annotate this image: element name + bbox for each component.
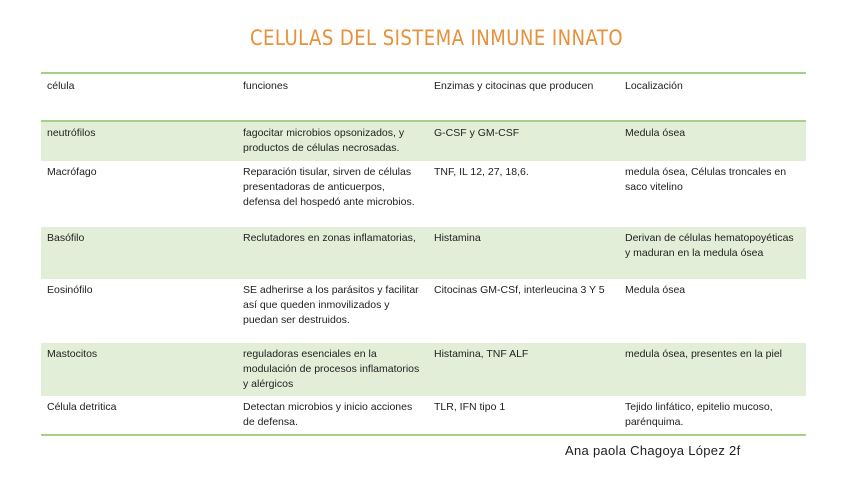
- cell-funciones: Reclutadores en zonas inflamatorias,: [237, 227, 428, 279]
- table-row: [41, 343, 806, 396]
- cell-enzimas: TNF, IL 12, 27, 18,6.: [434, 166, 529, 178]
- table-row: [41, 227, 806, 279]
- cell-enzimas: Histamina, TNF ALF: [428, 343, 619, 396]
- cell-localizacion: Medula ósea: [619, 121, 806, 161]
- cell-funciones: SE adherirse a los parásitos y facilitar así que queden inmovilizados y puedan ser destruidos.: [243, 284, 419, 326]
- cell-localizacion: Medula ósea: [625, 284, 686, 296]
- cell-localizacion: medula ósea, Células troncales en saco vitelino: [625, 166, 787, 193]
- header-enzimas: Enzimas y citocinas que producen: [428, 73, 619, 121]
- cell-celula: Eosinófilo: [47, 284, 93, 296]
- cell-funciones: fagocitar microbios opsonizados, y productos de células necrosadas.: [237, 121, 428, 161]
- cell-celula: Mastocitos: [41, 343, 237, 396]
- cell-funciones: Reparación tisular, sirven de células presentadoras de anticuerpos, defensa del hospedó ante microbios.: [243, 166, 415, 208]
- cell-enzimas: Citocinas GM-CSf, interleucina 3 Y 5: [434, 284, 605, 296]
- cell-celula: neutrófilos: [41, 121, 237, 161]
- cell-enzimas: Histamina: [428, 227, 619, 279]
- author-signature: Ana paola Chagoya López 2f: [565, 443, 741, 458]
- cell-enzimas: G-CSF y GM-CSF: [428, 121, 619, 161]
- cell-celula: Basófilo: [41, 227, 237, 279]
- cell-celula: Macrófago: [47, 166, 97, 178]
- cell-localizacion: Tejido linfático, epitelio mucoso, parénquima.: [619, 396, 806, 435]
- cell-localizacion: Derivan de células hematopoyéticas y maduran en la medula ósea: [619, 227, 806, 279]
- cell-funciones: Detectan microbios y inicio acciones de defensa.: [237, 396, 428, 435]
- header-celula: célula: [41, 73, 237, 121]
- immune-cells-table: [41, 72, 806, 436]
- table-row: [41, 279, 806, 343]
- cell-localizacion: medula ósea, presentes en la piel: [619, 343, 806, 396]
- table-header-row: [41, 73, 806, 121]
- cell-funciones: reguladoras esenciales en la modulación de procesos inflamatorios y alérgicos: [237, 343, 428, 396]
- header-funciones: funciones: [237, 73, 428, 121]
- table-row: [41, 121, 806, 161]
- cell-enzimas: TLR, IFN tipo 1: [428, 396, 619, 435]
- cell-celula: Célula detritica: [41, 396, 237, 435]
- table-row: [41, 161, 806, 227]
- table-row: [41, 396, 806, 435]
- page-title: CELULAS DEL SISTEMA INMUNE INNATO: [250, 26, 623, 50]
- header-localizacion: Localización: [619, 73, 806, 121]
